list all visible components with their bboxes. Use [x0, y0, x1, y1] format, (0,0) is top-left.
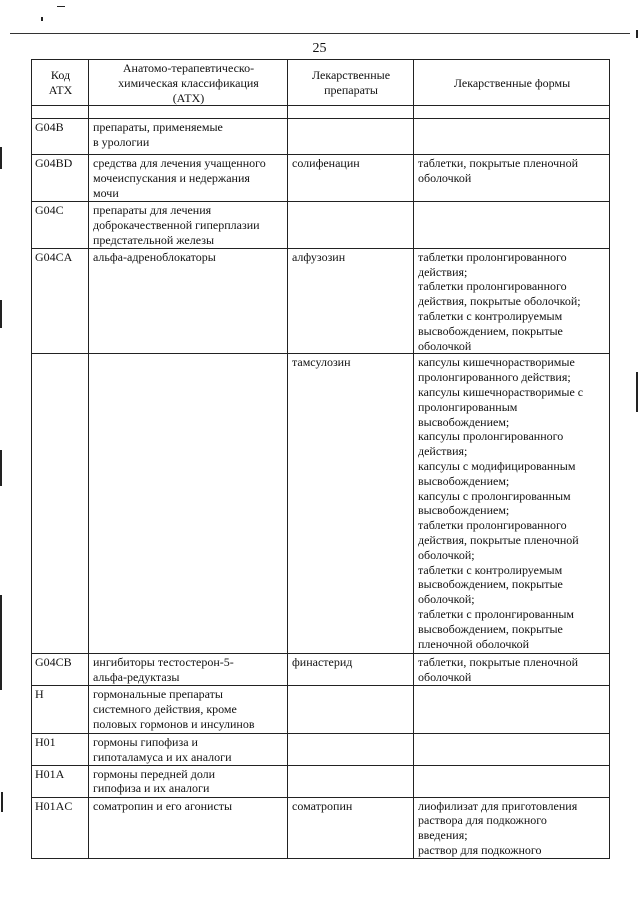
- classification-cell: средства для лечения учащенного мочеиспускания и недержания мочи: [89, 155, 288, 202]
- table-row: [32, 733, 610, 765]
- drug-cell: тамсулозин: [288, 354, 414, 654]
- header-rule: [10, 33, 630, 34]
- header-drugs: Лекарственные препараты: [288, 60, 414, 106]
- spacer-cell: [32, 106, 89, 119]
- scan-mark: [636, 372, 638, 412]
- scan-mark: [41, 17, 43, 21]
- scan-mark: [1, 792, 3, 812]
- atc-code-cell: G04C: [32, 202, 89, 248]
- dosage-forms-cell: таблетки пролонгированного действия; таблетки пролонгированного действия, покрытые оболочкой; таблетки с контролируемым высвобождением, покрытые оболочкой: [414, 248, 610, 354]
- atc-code-cell: G04B: [32, 119, 89, 155]
- spacer-cell: [89, 106, 288, 119]
- drug-cell: [288, 119, 414, 155]
- atc-code-cell: G04BD: [32, 155, 89, 202]
- dosage-forms-cell: лиофилизат для приготовления раствора для подкожного введения; раствор для подкожного: [414, 797, 610, 858]
- dosage-forms-cell: капсулы кишечнорастворимые пролонгированного действия; капсулы кишечнорастворимые с пролонгированным высвобождением; капсулы пролонгированного действия; капсулы с модифицированным высвобождением; капсулы с пролонгированным высвобождением; таблетки пролонгированного действия, покрытые пленочной оболочкой; таблетки с контролируемым высвобождением, покрытые оболочкой; таблетки с пролонгированным высвобождением, покрытые пленочной оболочкой: [414, 354, 610, 654]
- classification-cell: препараты для лечения доброкачественной гиперплазии предстательной железы: [89, 202, 288, 248]
- header-code: Код АТХ: [32, 60, 89, 106]
- table-row: [32, 119, 610, 155]
- dosage-forms-cell: [414, 733, 610, 765]
- drug-cell: [288, 202, 414, 248]
- dosage-forms-cell: [414, 202, 610, 248]
- atc-code-cell: H01: [32, 733, 89, 765]
- atc-code-cell: [32, 354, 89, 654]
- table-row: [32, 765, 610, 797]
- scan-mark: [0, 300, 2, 328]
- page-number: 25: [312, 41, 327, 56]
- atc-code-cell: H: [32, 685, 89, 733]
- dosage-forms-cell: [414, 685, 610, 733]
- atc-code-cell: H01A: [32, 765, 89, 797]
- classification-cell: [89, 354, 288, 654]
- classification-cell: гормоны передней доли гипофиза и их аналоги: [89, 765, 288, 797]
- spacer-cell: [288, 106, 414, 119]
- scan-mark: [636, 30, 638, 38]
- scan-mark: [0, 147, 2, 169]
- table-row: [32, 155, 610, 202]
- drug-cell: финастерид: [288, 654, 414, 686]
- classification-cell: соматропин и его агонисты: [89, 797, 288, 858]
- drug-cell: [288, 765, 414, 797]
- classification-cell: гормональные препараты системного действия, кроме половых гормонов и инсулинов: [89, 685, 288, 733]
- atc-code-cell: H01AC: [32, 797, 89, 858]
- classification-cell: гормоны гипофиза и гипоталамуса и их аналоги: [89, 733, 288, 765]
- header-forms: Лекарственные формы: [414, 60, 610, 106]
- dosage-forms-cell: [414, 119, 610, 155]
- table-row: [32, 248, 610, 354]
- atc-table: [31, 59, 610, 859]
- table-row: [32, 654, 610, 686]
- scan-mark: [0, 595, 2, 690]
- drug-cell: соматропин: [288, 797, 414, 858]
- drug-cell: [288, 685, 414, 733]
- header-classification: Анатомо-терапевтическо- химическая классификация (АТХ): [89, 60, 288, 106]
- table-row: [32, 797, 610, 858]
- table-row: [32, 202, 610, 248]
- spacer-cell: [414, 106, 610, 119]
- classification-cell: препараты, применяемые в урологии: [89, 119, 288, 155]
- table-row: [32, 685, 610, 733]
- drug-cell: [288, 733, 414, 765]
- dosage-forms-cell: [414, 765, 610, 797]
- scan-mark: [0, 450, 2, 486]
- table-header-row: [32, 60, 610, 106]
- drug-cell: алфузозин: [288, 248, 414, 354]
- atc-code-cell: G04CB: [32, 654, 89, 686]
- table-row: [32, 354, 610, 654]
- dosage-forms-cell: таблетки, покрытые пленочной оболочкой: [414, 654, 610, 686]
- scan-mark: [57, 6, 65, 7]
- classification-cell: ингибиторы тестостерон-5- альфа-редуктазы: [89, 654, 288, 686]
- dosage-forms-cell: таблетки, покрытые пленочной оболочкой: [414, 155, 610, 202]
- atc-code-cell: G04CA: [32, 248, 89, 354]
- classification-cell: альфа-адреноблокаторы: [89, 248, 288, 354]
- drug-cell: солифенацин: [288, 155, 414, 202]
- table-spacer-row: [32, 106, 610, 119]
